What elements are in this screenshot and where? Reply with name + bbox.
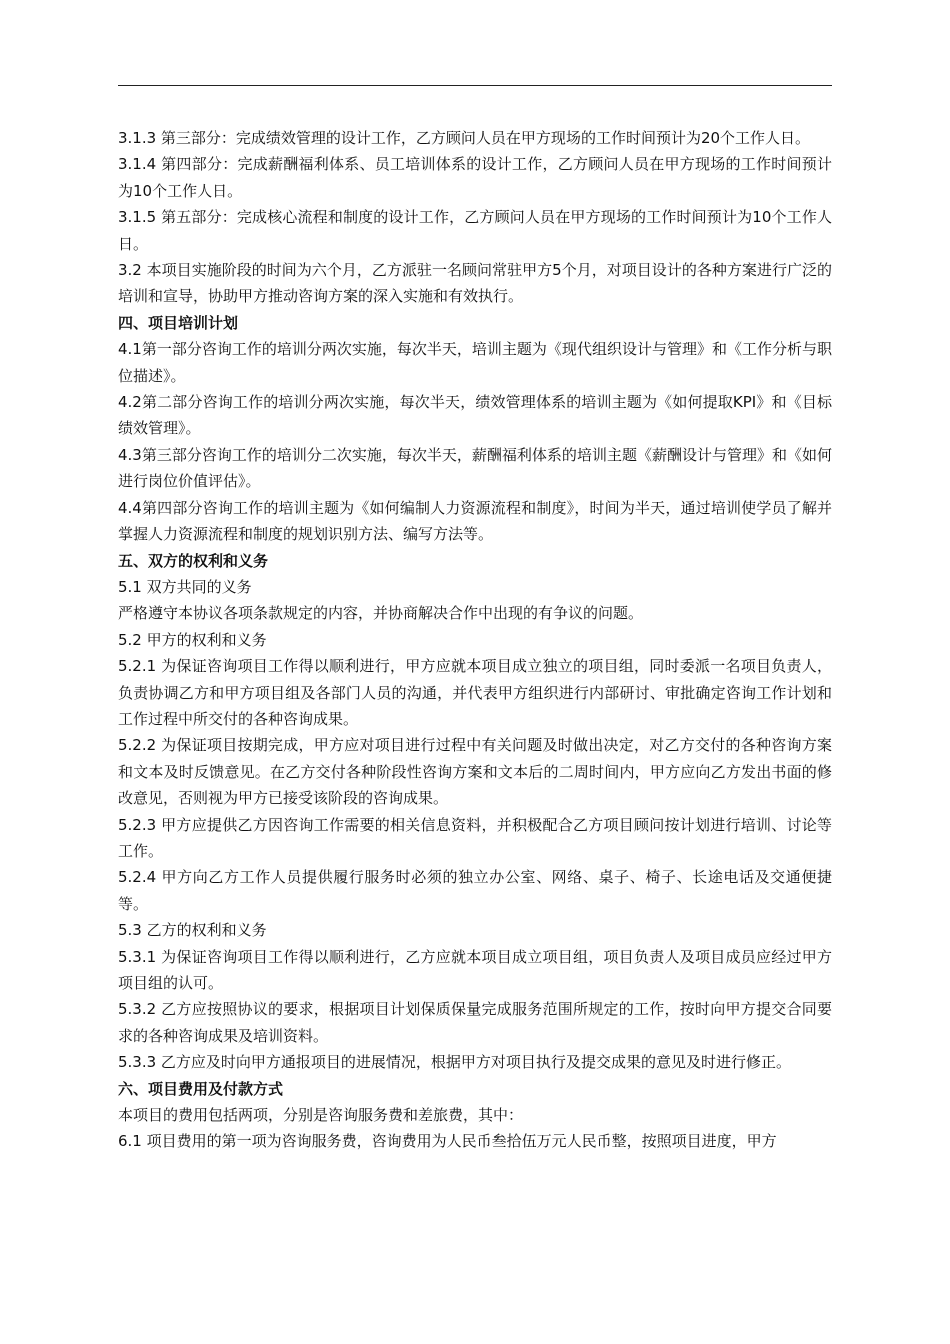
- paragraph: 3.1.5 第五部分：完成核心流程和制度的设计工作，乙方顾问人员在甲方现场的工作时间预计为10个工作人日。: [118, 208, 832, 253]
- paragraph: 3.2 本项目实施阶段的时间为六个月，乙方派驻一名顾问常驻甲方5个月，对项目设计的各种方案进行广泛的培训和宣导，协助甲方推动咨询方案的深入实施和有效执行。: [118, 261, 832, 306]
- paragraph: 5.3 乙方的权利和义务: [118, 921, 267, 940]
- paragraph: 5.3.2 乙方应按照协议的要求，根据项目计划保质保量完成服务范围所规定的工作，按时向甲方提交合同要求的各种咨询成果及培训资料。: [118, 1000, 832, 1045]
- paragraph: 4.2第二部分咨询工作的培训分两次实施，每次半天，绩效管理体系的培训主题为《如何提取KPI》和《目标绩效管理》。: [118, 393, 832, 438]
- paragraph: 严格遵守本协议各项条款规定的内容，并协商解决合作中出现的有争议的问题。: [118, 604, 644, 623]
- section-heading: 四、项目培训计划: [118, 313, 239, 332]
- paragraph: 4.4第四部分咨询工作的培训主题为《如何编制人力资源流程和制度》，时间为半天，通过培训使学员了解并掌握人力资源流程和制度的规划识别方法、编写方法等。: [118, 498, 832, 544]
- paragraph: 5.2.1 为保证咨询项目工作得以顺利进行，甲方应就本项目成立独立的项目组，同时委派一名项目负责人，负责协调乙方和甲方项目组及各部门人员的沟通，并代表甲方组织进行内部研讨、审批确定咨询工作计划和工作过程中所交付的各种咨询成果。: [118, 657, 832, 728]
- section-heading: 五、双方的权利和义务: [118, 551, 269, 570]
- paragraph: 5.1 双方共同的义务: [118, 577, 252, 596]
- paragraph: 5.3.3 乙方应及时向甲方通报项目的进展情况，根据甲方对项目执行及提交成果的意见及时进行修正。: [118, 1053, 791, 1072]
- paragraph: 5.2.4 甲方向乙方工作人员提供履行服务时必须的独立办公室、网络、桌子、椅子、长途电话及交通便捷等。: [118, 868, 832, 913]
- paragraph: 4.1第一部分咨询工作的培训分两次实施，每次半天，培训主题为《现代组织设计与管理》和《工作分析与职位描述》。: [118, 340, 832, 385]
- paragraph: 5.2 甲方的权利和义务: [118, 630, 267, 649]
- paragraph: 4.3第三部分咨询工作的培训分二次实施，每次半天，薪酬福利体系的培训主题《薪酬设计与管理》和《如何进行岗位价值评估》。: [118, 445, 832, 491]
- paragraph: 5.2.2 为保证项目按期完成，甲方应对项目进行过程中有关问题及时做出决定，对乙方交付的各种咨询方案和文本及时反馈意见。在乙方交付各种阶段性咨询方案和文本后的二周时间内，甲方应向乙方发出书面的修改意见，否则视为甲方已接受该阶段的咨询成果。: [118, 736, 832, 808]
- paragraph: 3.1.4 第四部分：完成薪酬福利体系、员工培训体系的设计工作，乙方顾问人员在甲方现场的工作时间预计为10个工作人日。: [118, 155, 832, 200]
- header-rule: [118, 85, 832, 86]
- document-body: [118, 125, 832, 1155]
- paragraph: 5.3.1 为保证咨询项目工作得以顺利进行，乙方应就本项目成立项目组，项目负责人及项目成员应经过甲方项目组的认可。: [118, 947, 832, 992]
- paragraph: 5.2.3 甲方应提供乙方因咨询工作需要的相关信息资料，并积极配合乙方项目顾问按计划进行培训、讨论等工作。: [118, 815, 832, 860]
- section-heading: 六、项目费用及付款方式: [118, 1079, 284, 1098]
- paragraph: 本项目的费用包括两项，分别是咨询服务费和差旅费，其中：: [118, 1106, 524, 1125]
- paragraph: 3.1.3 第三部分：完成绩效管理的设计工作，乙方顾问人员在甲方现场的工作时间预计为20个工作人日。: [118, 129, 811, 147]
- paragraph: 6.1 项目费用的第一项为咨询服务费，咨询费用为人民币叁拾伍万元人民币整，按照项目进度，甲方: [118, 1132, 777, 1151]
